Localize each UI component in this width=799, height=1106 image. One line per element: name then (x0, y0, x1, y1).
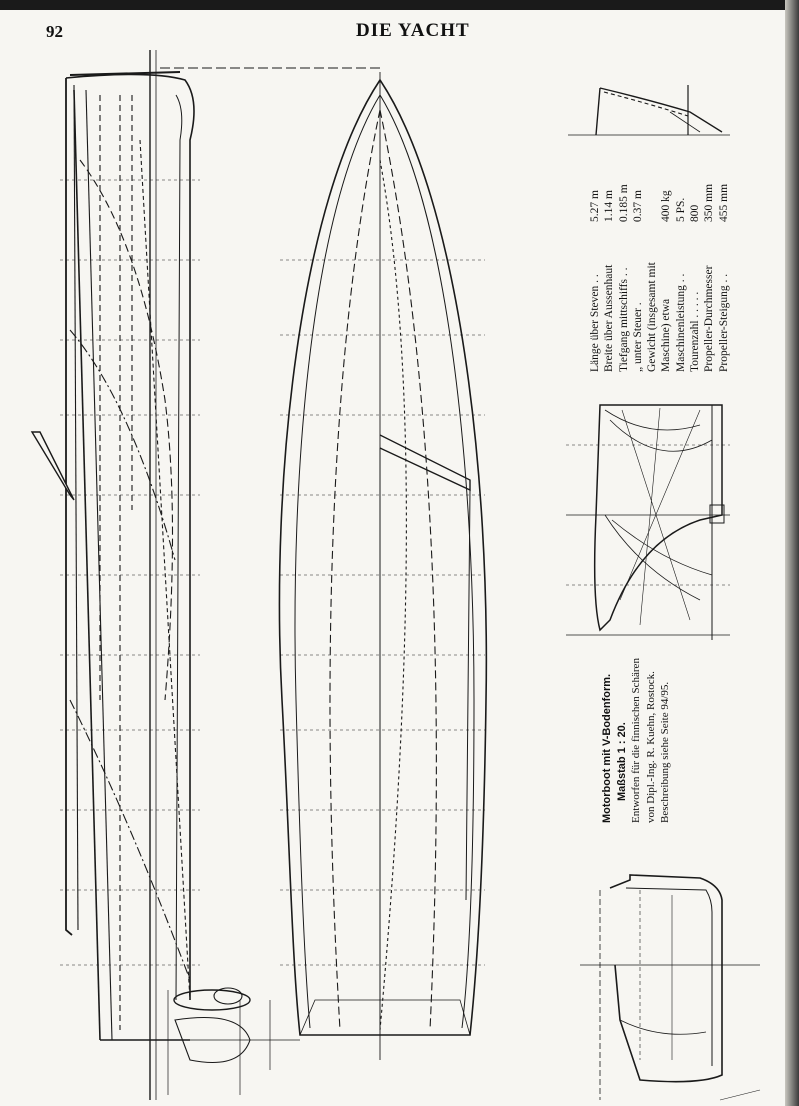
specifications-table (588, 184, 731, 372)
spec-value: 5.27 m (589, 190, 601, 222)
spec-label: Länge über Steven . . (589, 274, 601, 372)
page-number: 92 (46, 22, 63, 41)
spec-value: 400 kg (660, 190, 673, 222)
spec-label: Propeller-Durchmesser (703, 265, 716, 372)
spec-row (588, 184, 602, 372)
spec-label: Propeller-Steigung . . (717, 273, 730, 372)
spec-value: 0.37 m (631, 190, 644, 222)
drawing-caption (600, 658, 673, 823)
spec-label: Gewicht (insgesamt mit (646, 262, 659, 372)
spec-row (702, 184, 716, 372)
spec-row (645, 184, 659, 372)
body-plan-view (566, 405, 730, 640)
spec-value: 1.14 m (603, 190, 616, 222)
spec-label: „ unter Steuer . (631, 302, 644, 372)
caption-title: Motorboot mit V-Bodenform. (601, 673, 613, 823)
midship-section-view (580, 875, 760, 1100)
spec-value: 0.185 m (617, 184, 630, 222)
spec-label: Breite über Aussenhaut (603, 264, 616, 372)
spec-label: Tiefgang mittschiffs . . (617, 267, 630, 372)
spec-value: 800 (689, 204, 702, 222)
spec-row (688, 184, 702, 372)
spec-row (617, 184, 631, 372)
caption-designer: Entworfen für die finnischen Schären (630, 658, 642, 823)
spec-row (602, 184, 616, 372)
spec-row (659, 184, 673, 372)
spec-value: 455 mm (717, 183, 730, 222)
spec-value: 5 PS. (674, 197, 687, 222)
spec-label: Tourenzahl . . . . . (689, 291, 702, 372)
caption-reference: Beschreibung siehe Seite 94/95. (659, 681, 671, 823)
plan-view (279, 72, 486, 1060)
spec-value: 350 mm (703, 183, 716, 222)
spec-row (631, 184, 645, 372)
stern-section-view (568, 85, 730, 135)
scan-binding-edge (785, 0, 799, 1106)
magazine-header: DIE YACHT (356, 20, 470, 41)
spec-row (674, 184, 688, 372)
profile-view (32, 50, 380, 1100)
caption-scale: Maßstab 1 : 20. (615, 722, 628, 801)
spec-label: Maschine) etwa (660, 298, 673, 372)
spec-label: Maschinenleistung . . (674, 273, 687, 372)
spec-row (717, 184, 731, 372)
caption-designer-name: von Dipl.-Ing. R. Kuehn, Rostock. (644, 671, 657, 823)
